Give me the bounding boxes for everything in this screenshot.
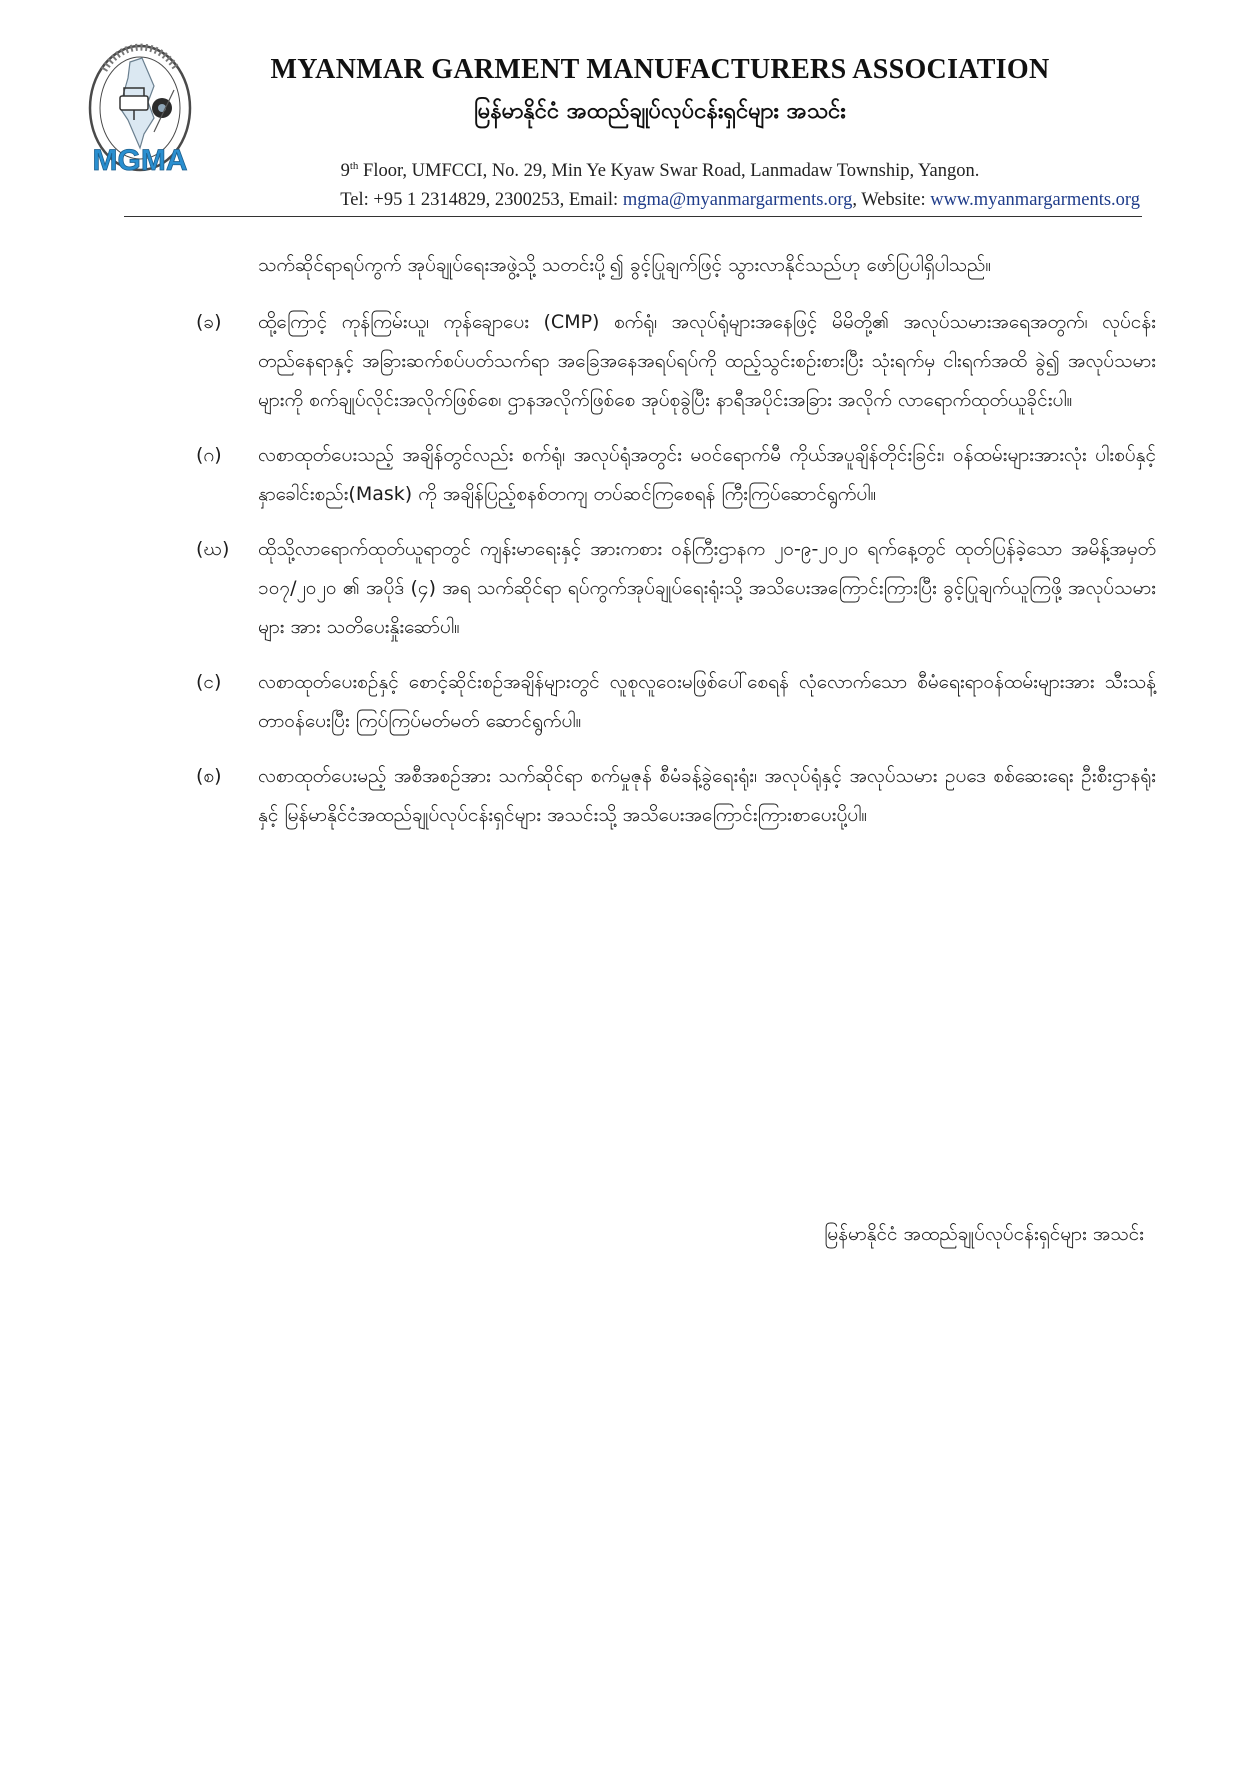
website-label: , Website:	[852, 190, 931, 210]
item-text: လစာထုတ်ပေးမည့် အစီအစဉ်အား သက်ဆိုင်ရာ စက်မှုဇုန် စီမံခန့်ခွဲရေးရုံး၊ အလုပ်ရုံနှင့် အလုပ်သမား ဥပဒေ စစ်ဆေးရေး ဦးစီးဌာနရုံးနှင့် မြန်မာနိုင်ငံအထည်ချုပ်လုပ်ငန်းရှင်များ အသင်းသို့ အသိပေးအကြောင်းကြားစာပေးပို့ပါ။	[258, 765, 1156, 826]
item-marker: (င)	[196, 671, 222, 693]
list-item	[196, 663, 1156, 741]
signature-line: မြန်မာနိုင်ငံ အထည်ချုပ်လုပ်ငန်းရှင်များ အသင်း	[824, 1223, 1144, 1245]
logo-text: MGMA	[92, 144, 188, 177]
list-item	[196, 303, 1156, 420]
address-text: Floor, UMFCCI, No. 29, Min Ye Kyaw Swar Road, Lanmadaw Township, Yangon.	[358, 161, 980, 182]
address-line	[230, 160, 1090, 182]
list-item	[196, 757, 1156, 835]
letterhead	[80, 36, 1140, 220]
website-link[interactable]: www.myanmargarments.org	[930, 190, 1140, 210]
address-floor-suffix: th	[349, 160, 359, 172]
item-text: လစာထုတ်ပေးစဉ်နှင့် စောင့်ဆိုင်းစဉ်အချိန်များတွင် လူစုလူဝေးမဖြစ်ပေါ်စေရန် လုံလောက်သော စီမံရေးရာဝန်ထမ်းများအား သီးသန့်တာဝန်ပေးပြီး ကြပ်ကြပ်မတ်မတ် ဆောင်ရွက်ပါ။	[258, 671, 1156, 732]
letter-body	[196, 246, 1156, 851]
item-marker: (ခ)	[196, 311, 222, 333]
tel-label: Tel: +95 1 2314829, 2300253, Email:	[340, 190, 623, 210]
list-item	[196, 530, 1156, 647]
logo-emblem-icon	[84, 42, 196, 182]
mgma-logo	[84, 42, 196, 182]
continuation-paragraph: သက်ဆိုင်ရာရပ်ကွက် အုပ်ချုပ်ရေးအဖွဲ့သို့ သတင်းပို့၍ ခွင့်ပြုချက်ဖြင့် သွားလာနိုင်သည်ဟု ဖော်ပြပါရှိပါသည်။	[258, 254, 992, 276]
item-text: လစာထုတ်ပေးသည့် အချိန်တွင်လည်း စက်ရုံ၊ အလုပ်ရုံအတွင်း မဝင်ရောက်မီ ကိုယ်အပူချိန်တိုင်းခြင်း၊ ဝန်ထမ်းများအားလုံး ပါးစပ်နှင့်နှာခေါင်းစည်း(Mask) ကို အချိန်ပြည့်စနစ်တကျ တပ်ဆင်ကြစေရန် ကြီးကြပ်ဆောင်ရွက်ပါ။	[258, 444, 1156, 505]
item-marker: (ဂ)	[196, 444, 222, 466]
item-marker: (ဃ)	[196, 538, 230, 560]
address-floor-number: 9	[340, 161, 350, 182]
header-divider	[124, 216, 1142, 217]
item-text: ထို့ကြောင့် ကုန်ကြမ်းယူ၊ ကုန်ချောပေး (CMP) စက်ရုံ၊ အလုပ်ရုံများအနေဖြင့် မိမိတို့၏ အလုပ်သမားအရေအတွက်၊ လုပ်ငန်းတည်နေရာနှင့် အခြားဆက်စပ်ပတ်သက်ရာ အခြေအနေအရပ်ရပ်ကို ထည့်သွင်းစဉ်းစားပြီး သုံးရက်မှ ငါးရက်အထိ ခွဲ၍ အလုပ်သမားများကို စက်ချုပ်လိုင်းအလိုက်ဖြစ်စေ၊ ဌာနအလိုက်ဖြစ်စေ အုပ်စုခွဲပြီး နာရီအပိုင်းအခြား အလိုက် လာရောက်ထုတ်ယူခိုင်းပါ။	[258, 311, 1156, 411]
email-link[interactable]: mgma@myanmargarments.org	[622, 190, 853, 210]
item-marker: (စ)	[196, 765, 222, 787]
contact-line	[210, 190, 1140, 211]
org-name-myanmar: မြန်မာနိုင်ငံ အထည်ချုပ်လုပ်ငန်းရှင်များ အသင်း	[474, 99, 846, 124]
item-text: ထိုသို့လာရောက်ထုတ်ယူရာတွင် ကျန်းမာရေးနှင့် အားကစား ဝန်ကြီးဌာနက ၂၀-၉-၂၀၂၀ ရက်နေ့တွင် ထုတ်ပြန်ခဲ့သော အမိန့်အမှတ် ၁၀၇/၂၀၂၀ ၏ အပိုဒ် (၄) အရ သက်ဆိုင်ရာ ရပ်ကွက်အုပ်ချုပ်ရေးရုံးသို့ အသိပေးအကြောင်းကြားပြီး ခွင့်ပြုချက်ယူကြဖို့ အလုပ်သမားများ အား သတိပေးနှိုးဆော်ပါ။	[258, 538, 1156, 638]
org-name-english: MYANMAR GARMENT MANUFACTURERS ASSOCIATION	[270, 54, 1050, 85]
list-item	[196, 436, 1156, 514]
